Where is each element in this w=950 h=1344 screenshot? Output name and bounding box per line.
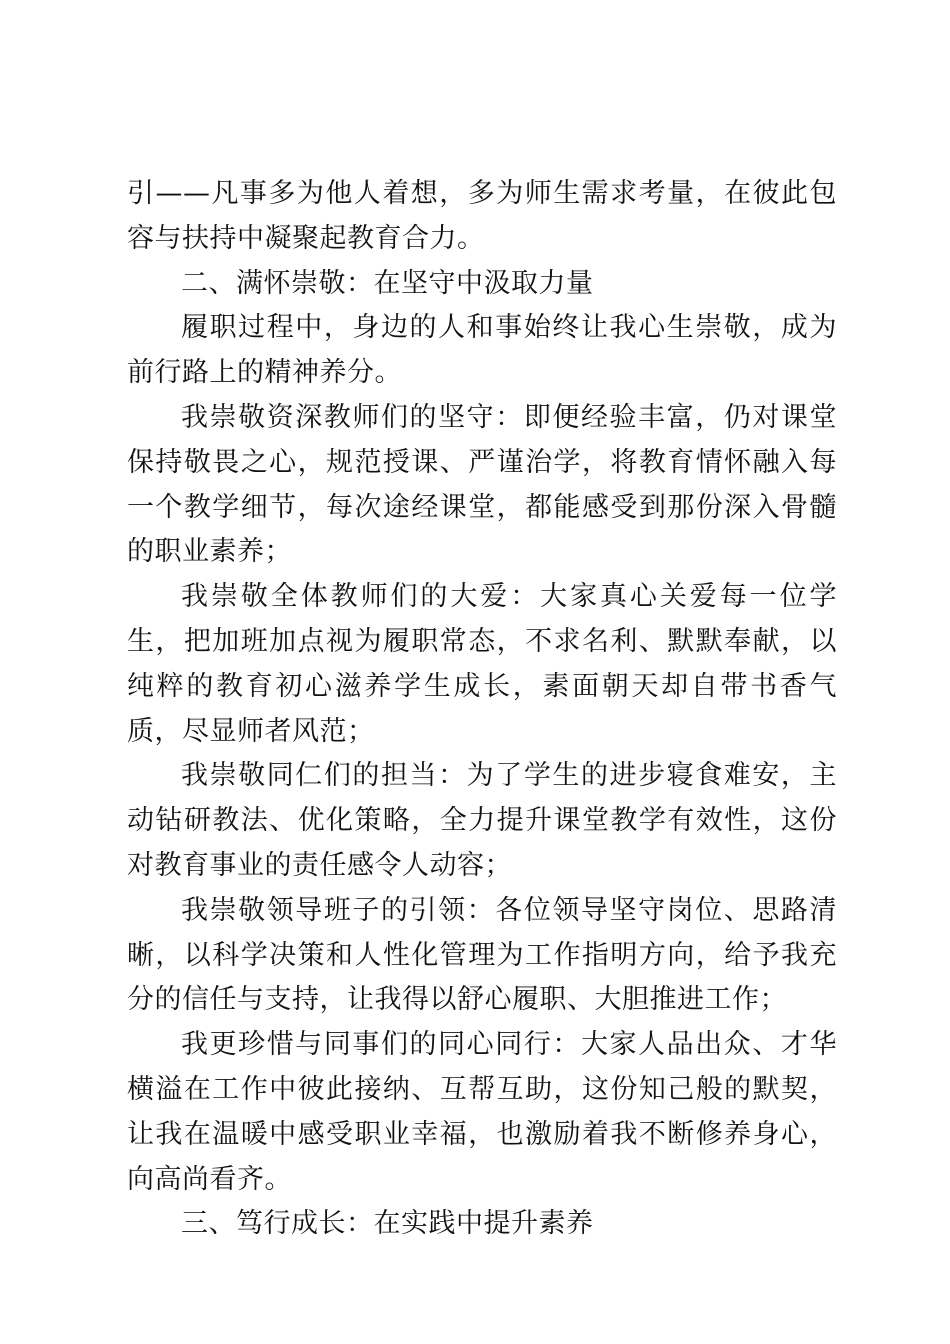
body-paragraph: 我崇敬领导班子的引领：各位领导坚守岗位、思路清晰，以科学决策和人性化管理为工作指明方向，给予我充分的信任与支持，让我得以舒心履职、大胆推进工作； xyxy=(127,894,837,1016)
body-paragraph: 我崇敬全体教师们的大爱：大家真心关爱每一位学生，把加班加点视为履职常态，不求名利、默默奉献，以纯粹的教育初心滋养学生成长，素面朝天却自带书香气质，尽显师者风范； xyxy=(127,581,837,747)
document-body xyxy=(127,172,837,1247)
body-paragraph: 我崇敬同仁们的担当：为了学生的进步寝食难安，主动钻研教法、优化策略，全力提升课堂教学有效性，这份对教育事业的责任感令人动容； xyxy=(127,760,837,881)
section-heading-3: 三、笃行成长：在实践中提升素养 xyxy=(181,1208,594,1240)
body-paragraph: 履职过程中，身边的人和事始终让我心生崇敬，成为前行路上的精神养分。 xyxy=(127,312,837,389)
body-paragraph: 我崇敬资深教师们的坚守：即便经验丰富，仍对课堂保持敬畏之心，规范授课、严谨治学，将教育情怀融入每一个教学细节，每次途经课堂，都能感受到那份深入骨髓的职业素养； xyxy=(127,401,837,568)
continuation-paragraph: 引——凡事多为他人着想，多为师生需求考量，在彼此包容与扶持中凝聚起教育合力。 xyxy=(127,178,837,254)
section-heading-2: 二、满怀崇敬：在坚守中汲取力量 xyxy=(181,267,594,299)
body-paragraph: 我更珍惜与同事们的同心同行：大家人品出众、才华横溢在工作中彼此接纳、互帮互助，这份知己般的默契，让我在温暖中感受职业幸福，也激励着我不断修养身心，向高尚看齐。 xyxy=(127,1029,837,1195)
